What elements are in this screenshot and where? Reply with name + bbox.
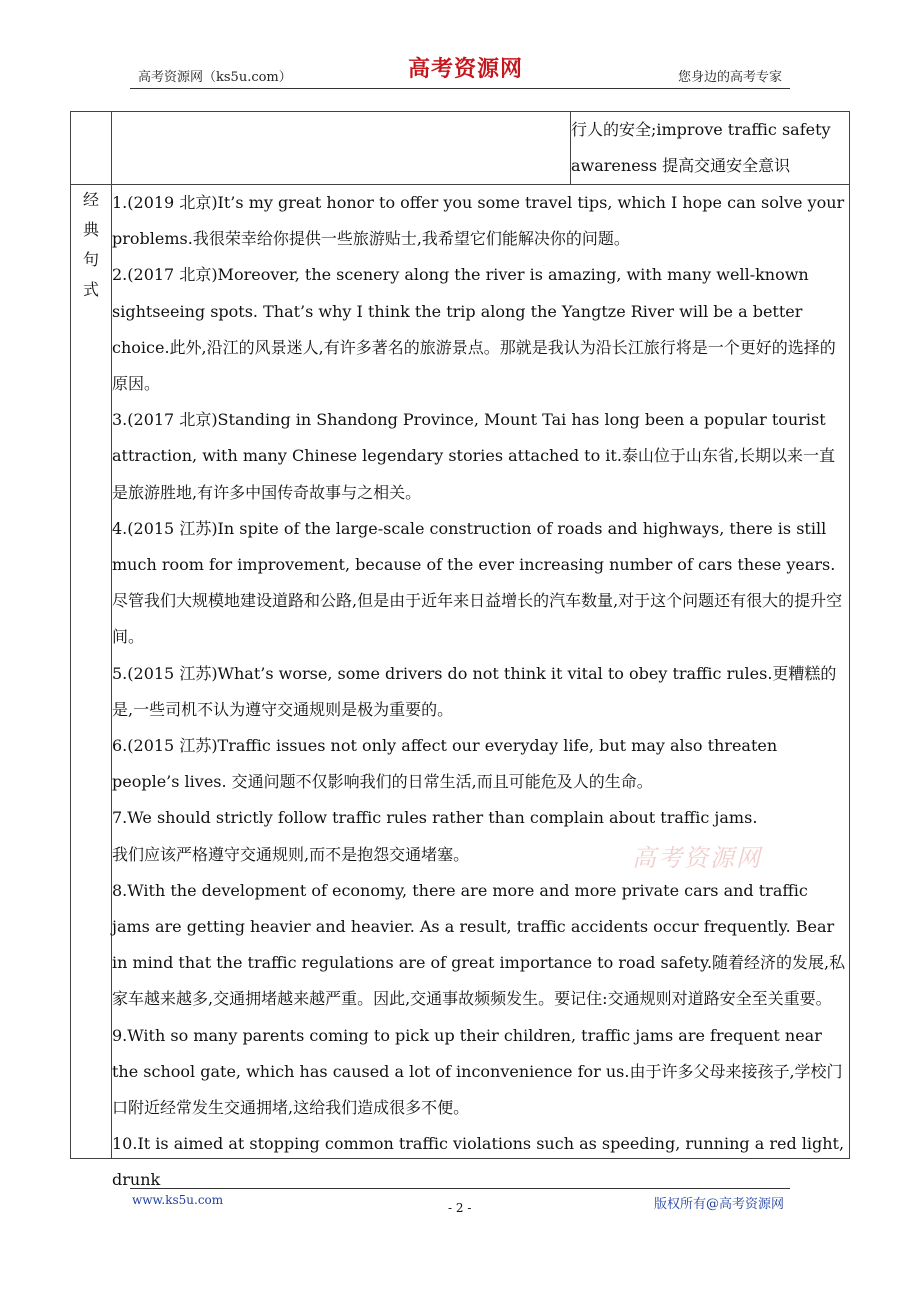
sentence-item: 9.With so many parents coming to pick up their children, traffic jams are frequent near the school gate, which has caused a lot of inconvenience for us.由于许多父母来接孩子,学校门口附近经常发生交通拥堵,这给我们造成很多不便。 [112,1025,843,1118]
sentence-item: 1.(2019 北京)It’s my great honor to offer you some travel tips, which I hope can solve your problems.我很荣幸给你提供一些旅游贴士,我希望它们能解决你的问题。 [112,193,845,249]
sentence-item: 我们应该严格遵守交通规则,而不是抱怨交通堵塞。 [112,844,470,864]
footer-site-link[interactable]: www.ks5u.com [132,1193,224,1207]
page-footer [130,1188,790,1219]
footer-copyright: 版权所有@高考资源网 [653,1197,784,1212]
sentence-item: 7.We should strictly follow traffic rules rather than complain about traffic jams. [112,808,758,828]
top-row-text-cell: 行人的安全;improve traffic safety awareness 提高交通安全意识 [571,112,850,185]
top-row-empty-cell [71,112,112,185]
header-slogan: 您身边的高考专家 [677,70,782,85]
sentence-item: 5.(2015 江苏)What’s worse, some drivers do not think it vital to obey traffic rules.更糟糕的是,一些司机不认为遵守交通规则是极为重要的。 [112,663,837,719]
header-logo: 高考资源网 [408,57,524,82]
page-number: - 2 - [448,1201,472,1215]
watermark: 高考资源网 [632,844,762,872]
sentences-cell [112,185,850,1190]
table-row-top [71,112,850,185]
sentence-item: 4.(2015 江苏)In spite of the large-scale construction of roads and highways, there is still much room for improvement, because of the ever increasing number of cars these years.尽管我们大规模地建设道路和公路,但是由于近年来日益增长的汽车数量,对于这个问题还有很大的提升空间。 [112,518,843,647]
sentence-item: 3.(2017 北京)Standing in Shandong Province, Mount Tai has long been a popular tourist attraction, with many Chinese legendary stories attached to it.泰山位于山东省,长期以来一直是旅游胜地,有许多中国传奇故事与之相关。 [112,410,836,502]
page-header [130,52,790,89]
content-table [70,111,850,1190]
header-site-name: 高考资源网（ks5u.com） [138,70,292,85]
top-row-empty-cell [112,112,571,185]
section-label-cell [71,185,112,1159]
table-row-sentences [71,185,850,1159]
section-label: 经典句式 [82,190,99,299]
sentence-item: 8.With the development of economy, there are more and more private cars and traffic jams are getting heavier and heavier. As a result, traffic accidents occur frequently. Bear in mind that the traffic regulations are of great importance to road safety.随着经济的发展,私家车越来越多,交通拥堵越来越严重。因此,交通事故频频发生。要记住:交通规则对道路安全至关重要。 [112,880,846,1009]
sentence-item: 6.(2015 江苏)Traffic issues not only affect our everyday life, but may also threaten people’s lives. 交通问题不仅影响我们的日常生活,而且可能危及人的生命。 [112,736,778,792]
sentence-item: 2.(2017 北京)Moreover, the scenery along the river is amazing, with many well-known sightseeing spots. That’s why I think the trip along the Yangtze River will be a better choice.此外,沿江的风景迷人,有许多著名的旅游景点。那就是我认为沿长江旅行将是一个更好的选择的原因。 [112,265,836,394]
sentence-list [112,185,849,1190]
sentence-item: 10.It is aimed at stopping common traffic violations such as speeding, running a red light, drunk [112,1134,845,1190]
